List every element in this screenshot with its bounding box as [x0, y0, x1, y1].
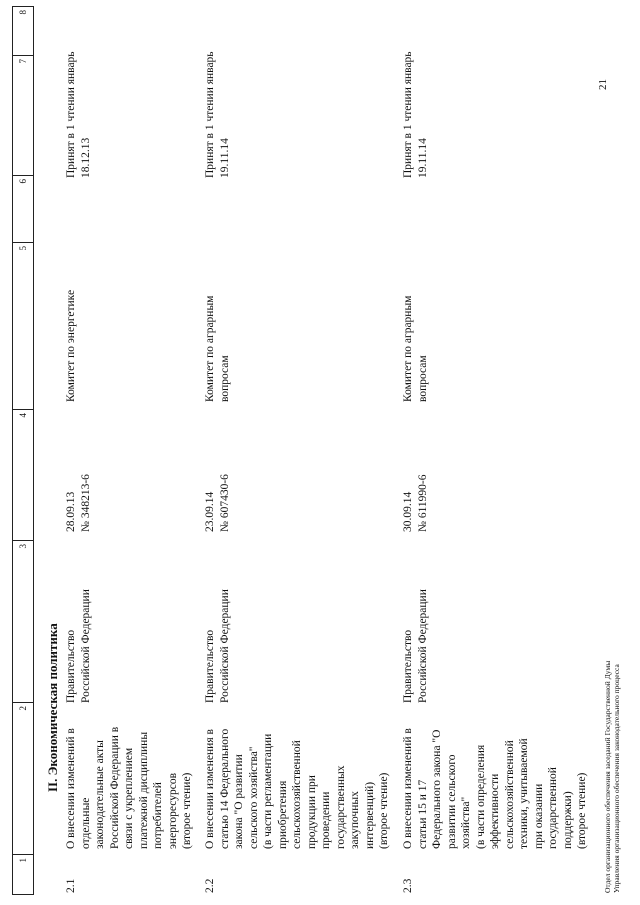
section-title: II. Экономическая политика	[45, 623, 60, 792]
column-number-header	[12, 6, 34, 895]
bill-initiator: Правительство Российской Федерации	[65, 589, 92, 703]
bill-initiator: Правительство Российской Федерации	[204, 589, 231, 703]
bill-registration: 23.09.14 № 607430-6	[204, 474, 231, 532]
responsible-committee: Комитет по энергетике	[65, 289, 77, 402]
responsible-committee: Комитет по аграрным вопросам	[402, 295, 429, 402]
bill-title: О внесении изменения в статью 14 Федерального закона "О развитии сельского хозяйства" (в части регламентации приобретения сельскохозяйственной продукции при проведении государственных закупочных интервенций) (второе чтение)	[204, 728, 390, 849]
responsible-committee: Комитет по аграрным вопросам	[204, 295, 231, 402]
bill-title: О внесении изменений в статьи 15 и 17 Федерального закона "О развитии сельского хозяйства" (в части определения эффективности сельскохозяйственной техники, учитываемой при оказании государственной поддержки) (второе чтение)	[402, 728, 588, 849]
footer-line: Управления организационного обеспечения законодательного процесса	[612, 664, 621, 893]
bill-initiator: Правительство Российской Федерации	[402, 589, 429, 703]
column-number: 8	[18, 10, 28, 15]
page-number: 21	[597, 79, 609, 90]
column-number: 5	[13, 242, 33, 409]
bill-status: Принят в 1 чтении январь 18.12.13	[65, 51, 92, 178]
bill-title: О внесении изменений в отдельные законодательные акты Российской Федерации в связи с укреплением платежной дисциплины потребителей энергоресурсов (второе чтение)	[65, 726, 193, 849]
column-number: 4	[13, 409, 33, 540]
bill-status: Принят в 1 чтении январь 19.11.14	[402, 51, 429, 178]
column-number: 7	[13, 55, 33, 175]
column-number: 3	[13, 540, 33, 702]
bill-status: Принят в 1 чтении январь 19.11.14	[204, 51, 231, 178]
row-number: 2.1	[65, 878, 77, 893]
row-number: 2.2	[204, 878, 216, 893]
column-number: 1	[13, 854, 33, 894]
bill-registration: 30.09.14 № 611990-6	[402, 474, 429, 532]
footer-line: Отдел организационного обеспечения заседаний Государственной Думы	[603, 660, 612, 893]
row-number: 2.3	[402, 878, 414, 893]
column-number: 2	[13, 702, 33, 854]
bill-registration: 28.09.13 № 348213-6	[65, 474, 92, 532]
column-number: 6	[13, 175, 33, 242]
